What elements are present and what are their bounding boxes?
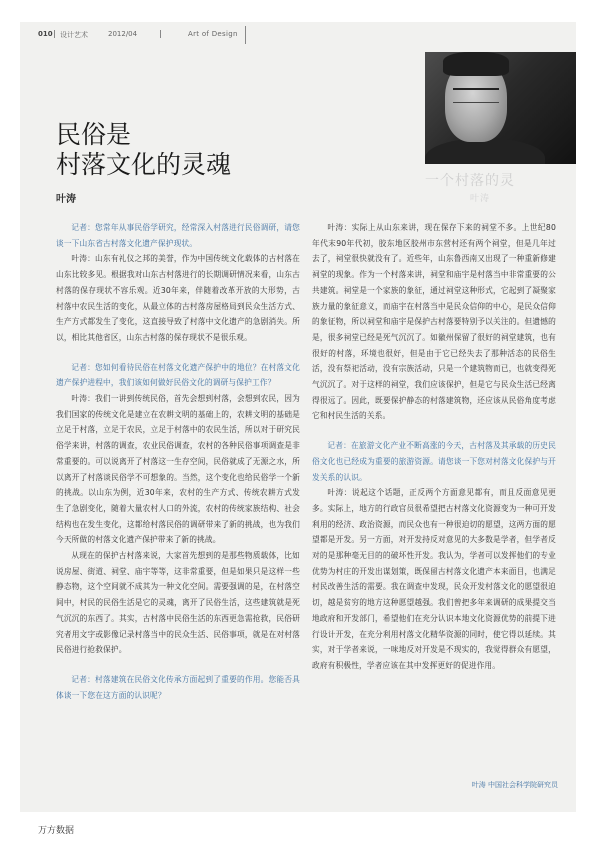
magazine-name: 设计艺术 (60, 31, 88, 39)
author-portrait (425, 52, 576, 164)
right-column (312, 220, 556, 674)
page-number: 010 (38, 30, 53, 38)
question-paragraph: 记者：您常年从事民俗学研究，经常深入村落进行民俗调研，请您谈一下山东省古村落文化遗产保护现状。 (56, 223, 300, 248)
article-page (20, 22, 576, 812)
question-paragraph: 记者：您如何看待民俗在村落文化遗产保护中的地位？在村落文化遗产保护进程中，我们该如何做好民俗文化的调研与保护工作？ (56, 362, 300, 388)
answer-paragraph: 叶涛：说起这个话题，正反两个方面意见都有，而且反面意见更多。实际上，地方的行政官员很希望把古村落文化资源变为一种可开发利用的经济、政治资源，而民众也有一种很迫切的愿望，这两方面的愿望都是开发。另一方面，对开发持反对意见的大多数是学者，但学者反对的是那种毫无目的的破坏性开发。我认为，学者可以发挥他们的专业优势为村庄的开发出谋划策，既保留古村落文化遗产本来面目，也满足村民改善生活的需要。我在调查中发现，民众开发村落文化的愿望很迫切，越是贫穷的地方这种愿望越强。我们曾把多年来调研的成果提交当地政府和开发部门，希望他们在充分认识本地文化资源优势的前提下进行设计开发，在充分利用村落文化精华资源的同时，使它得以延续。其实，对于学者来说，一味地反对开发是不现实的，我觉得群众有愿望，政府有积极性，学者应该在其中发挥更好的促进作用。 (312, 488, 556, 670)
portrait-hair (443, 52, 509, 76)
page-header (20, 22, 576, 44)
section-name: Art of Design (188, 30, 238, 38)
faded-title-line: 一个村落的灵 (425, 173, 515, 189)
header-divider (160, 30, 161, 38)
article-author: 叶涛 (56, 194, 76, 205)
title-line-1: 民俗是 (56, 120, 132, 149)
issue-number: 2012/04 (108, 30, 138, 38)
question-paragraph: 记者：村落建筑在民俗文化传承方面起到了重要的作用。您能否具体谈一下您在这方面的认识呢？ (56, 674, 300, 700)
portrait-shoulder (425, 138, 545, 164)
answer-paragraph: 从现在的保护古村落来说，大家首先想到的是那些物质载体，比如说房屋、街道、祠堂、庙宇等等，这非常重要，但是如果只是这样一些静态物，这个空间就不成其为一种文化空间。需要强调的是，在村落空间中，村民的民俗生活是它的灵魂，离开了民俗生活，这些建筑就是死气沉沉的东西了。其实，古村落中民俗生活的东西更急需抢救，民俗研究者用文字或影像记录村落当中的民众生活、民俗事项，就是在对村落民俗进行抢救保护。 (56, 551, 300, 655)
header-divider (245, 26, 246, 44)
article-title (56, 120, 306, 180)
left-column (56, 220, 300, 703)
header-divider (54, 30, 55, 38)
faded-author-line: 叶涛 (470, 194, 491, 204)
answer-paragraph: 叶涛：实际上从山东来讲，现在保存下来的祠堂不多。上世纪80年代末90年代初，胶东地区胶州市东营村还有两个祠堂，但是几年过去了，祠堂很快就没有了。近些年，山东鲁西南又出现了一种重新修建祠堂的现象。作为一个村落来讲，祠堂和庙宇是村落当中非常重要的公共建筑。祠堂是一个家族的象征，通过祠堂这种形式，它起到了凝聚家族力量的象征意义，而庙宇在村落当中是民众信仰的中心，是民众信仰的象征物，所以祠堂和庙宇是保护古村落要特别予以关注的。但遗憾的是，很多祠堂已经是死气沉沉了。如徽州保留了很好的祠堂建筑，也有很好的村落，环境也很好，但是由于它已经失去了那种活态的民俗生活，没有祭祀活动，没有宗族活动，只是一个建筑物而已，也就变得死气沉沉了。对于这样的祠堂，我们应该保护，但是它与民众生活已经离得很远了。因此，既要保护静态的村落建筑物，还应该从民俗角度考虑它和村民生活的关系。 (312, 223, 556, 421)
watermark-text: 万方数据 (38, 826, 75, 836)
answer-paragraph: 叶涛：我们一讲到传统民俗，首先会想到村落，会想到农民，因为我们国家的传统文化是建立在农耕文明的基础上的，农耕文明的基础是立足于村落，立足于农民，立足于村落中的农民生活，所以对于研究民俗学来讲，村落的调查，农业民俗调查，农村的各种民俗事项调查是非常重要的。可以说离开了村落这一生存空间，民俗就成了无源之水，所以离开了村落谈民俗学不可想象的。当然，这个变化也给民俗学一个新的挑战。以山东为例，近30年来，农村的生产方式、传统农耕方式发生了急剧变化，随着大量农村人口的外流，农村的传统家族结构、社会结构也在发生变化，这都给村落民俗的调研带来了新的挑战，也为我们今天所做的村落文化遗产保护带来了新的挑战。 (56, 394, 300, 545)
answer-paragraph: 叶涛：山东有礼仪之邦的美誉，作为中国传统文化载体的古村落在山东比较多见。根据我对山东古村落进行的长期调研情况来看，山东古村落的保存现状不容乐观。近30年来，伴随着改革开放的大形势，古村落中农民生活的变化，从最立体的古村落房屋格局到民众生活方式、生产方式都发生了变化，这直接导致了村落中文化遗产的急剧消失。所以，相比其他省区，山东古村落的保存现状不是很乐观。 (56, 254, 300, 342)
faded-title-echo (425, 172, 576, 208)
title-line-2: 村落文化的灵魂 (56, 150, 232, 179)
question-paragraph: 记者：在旅游文化产业不断高涨的今天，古村落及其承载的历史民俗文化也已经成为重要的旅游资源。请您谈一下您对村落文化保护与开发关系的认识。 (312, 441, 556, 482)
portrait-glasses (453, 88, 499, 103)
author-credit: 叶涛 中国社会科学院研究员 (471, 781, 558, 789)
